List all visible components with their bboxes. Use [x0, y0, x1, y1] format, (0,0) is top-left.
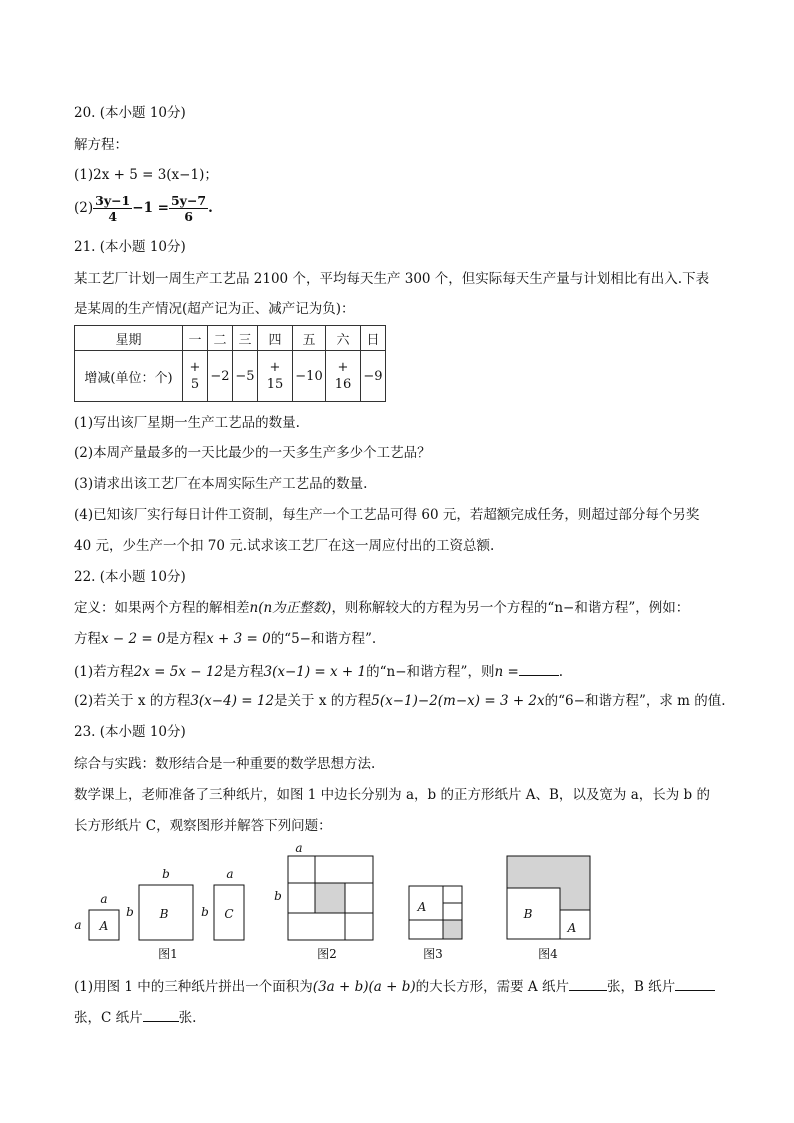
label-a: a — [74, 918, 82, 932]
q22-def-text2: ，则称解较大的方程为另一个方程的“n−和谐方程”，例如： — [331, 600, 690, 616]
q23-title: 23. (本小题 10分) — [74, 724, 186, 740]
value-number: −2 — [210, 368, 230, 384]
label-a: a — [100, 892, 108, 906]
q21-part1: (1)写出该厂星期一生产工艺品的数量. — [74, 415, 300, 431]
q20-frac1-den: 4 — [108, 209, 118, 224]
q20-eq2-mid: −1 = — [132, 200, 169, 216]
q23-part1 — [74, 976, 715, 996]
q22-ex-text2: 是方程 — [165, 631, 207, 647]
caption-fig4: 图4 — [538, 947, 558, 961]
q22-p1-eq1: 2x = 5x − 12 — [133, 664, 223, 680]
fig2-shaded-square — [315, 883, 345, 913]
label-a: a — [295, 841, 303, 855]
label-b: b — [274, 889, 282, 903]
table-header-cell: 五 — [293, 326, 326, 351]
value-number: −9 — [363, 368, 383, 384]
figure-4 — [507, 856, 590, 939]
fig3-shaded-square — [443, 920, 462, 939]
q23-p1-text3: 张，B 纸片 — [606, 979, 676, 995]
q20-frac2-den: 6 — [184, 209, 193, 224]
q22-def-n: n(n为正整数) — [249, 600, 332, 616]
fig4-square-b — [507, 888, 560, 939]
q22-p2-eq1: 3(x−4) = 12 — [190, 693, 275, 709]
value-sign: + — [269, 360, 281, 375]
table-row-label: 增减(单位：个) — [75, 351, 183, 402]
q22-def-text: 定义：如果两个方程的解相差 — [74, 600, 250, 616]
q23-p1-expr: (3a + b)(a + b) — [312, 979, 416, 995]
table-header-cell: 二 — [208, 326, 233, 351]
value-number: 15 — [266, 377, 284, 392]
q22-ex-text3: 的“5−和谐方程”. — [270, 631, 377, 647]
value-number: −10 — [295, 368, 323, 384]
label-B: B — [523, 907, 533, 921]
q22-ex-eq2: x + 3 = 0 — [206, 631, 271, 647]
q20-frac2-num: 5y−7 — [170, 193, 207, 208]
q23-p1-text: (1)用图 1 中的三种纸片拼出一个面积为 — [74, 979, 313, 995]
value-number: 16 — [334, 377, 352, 392]
answer-blank-c[interactable] — [143, 1007, 179, 1022]
q21-part2: (2)本周产量最多的一天比最少的一天多生产多少个工艺品？ — [74, 445, 431, 461]
q22-p1-text2: 是方程 — [223, 664, 264, 680]
q23-intro: 综合与实践：数形结合是一种重要的数学思想方法. — [74, 756, 376, 772]
q22-p1-text: (1)若方程 — [74, 664, 134, 680]
q23-line1: 数学课上，老师准备了三种纸片，如图 1 中边长分别为 a，b 的正方形纸片 A、B，以及宽为 a，长为 b 的 — [74, 787, 710, 803]
q23-line2: 长方形纸片 C，观察图形并解答下列问题： — [74, 818, 332, 834]
value-sign: + — [189, 360, 201, 375]
label-C: C — [224, 907, 234, 921]
q22-p2-text2: 是关于 x 的方程 — [274, 693, 372, 709]
label-a: a — [226, 867, 234, 881]
q20-eq2-label: (2) — [74, 200, 94, 216]
label-b: b — [162, 867, 170, 881]
caption-fig3: 图3 — [423, 947, 443, 961]
value-number: −5 — [235, 368, 255, 384]
table-header-cell: 一 — [183, 326, 208, 351]
label-A: A — [567, 921, 577, 935]
label-b: b — [201, 905, 209, 919]
label-B: B — [159, 907, 169, 921]
table-header-cell: 日 — [361, 326, 386, 351]
value-number: 5 — [190, 377, 200, 392]
label-b: b — [126, 905, 134, 919]
q20-title: 20. (本小题 10分) — [74, 105, 186, 121]
caption-fig1: 图1 — [158, 947, 178, 961]
q20-eq1-expr: 2x + 5 = 3(x−1)； — [93, 167, 218, 183]
q20-instruction: 解方程： — [74, 137, 128, 153]
q21-part4a: (4)已知该厂实行每日计件工资制，每生产一个工艺品可得 60 元，若超额完成任务，则超过部分每个另奖 — [74, 507, 700, 523]
caption-fig2: 图2 — [317, 947, 337, 961]
label-A: A — [99, 919, 109, 933]
q20-eq1-label: (1) — [74, 167, 94, 183]
q20-eq2-end: . — [208, 200, 213, 216]
q22-p1-text3: 的“n−和谐方程”，则 — [366, 664, 495, 680]
label-A: A — [417, 900, 427, 914]
q21-title: 21. (本小题 10分) — [74, 239, 186, 255]
q23-p1-text2: 的大长方形，需要 A 纸片 — [415, 979, 569, 995]
value-sign: + — [337, 360, 349, 375]
figure-2 — [274, 841, 373, 940]
q23-p1-text5: 张. — [178, 1010, 197, 1026]
q20-frac1-num: 3y−1 — [95, 193, 131, 208]
q22-p1-end: . — [558, 664, 564, 680]
q21-line1: 某工艺厂计划一周生产工艺品 2100 个，平均每天生产 300 个，但实际每天生产量与计划相比有出入.下表 — [74, 271, 710, 287]
q22-p2-text: (2)若关于 x 的方程 — [74, 693, 191, 709]
q22-p1-n: n = — [494, 664, 519, 680]
table-header-cell: 四 — [258, 326, 293, 351]
q22-title: 22. (本小题 10分) — [74, 569, 186, 585]
q23-part1-cont — [74, 1007, 196, 1027]
answer-blank-b[interactable] — [675, 976, 715, 991]
table-header-cell: 三 — [233, 326, 258, 351]
answer-blank-a[interactable] — [569, 976, 607, 991]
q22-p1-eq2: 3(x−1) = x + 1 — [263, 664, 367, 680]
q21-part4b: 40 元，少生产一个扣 70 元.试求该工艺厂在这一周应付出的工资总额. — [74, 538, 495, 554]
table-header-cell: 六 — [326, 326, 361, 351]
q21-part3: (3)请求出该工艺厂在本周实际生产工艺品的数量. — [74, 476, 368, 492]
q22-p2-text3: 的“6−和谐方程”，求 m 的值. — [544, 693, 726, 709]
figure-3 — [409, 886, 462, 939]
figure-1 — [74, 867, 244, 940]
q22-p2-eq2: 5(x−1)−2(m−x) = 3 + 2x — [371, 693, 545, 709]
q22-ex-eq1: x − 2 = 0 — [101, 631, 166, 647]
q22-ex-text: 方程 — [74, 631, 101, 647]
q21-line2: 是某周的生产情况(超产记为正、减产记为负)： — [74, 301, 355, 317]
q23-p1-text4: 张，C 纸片 — [74, 1010, 143, 1026]
table-header-cell: 星期 — [75, 326, 183, 351]
